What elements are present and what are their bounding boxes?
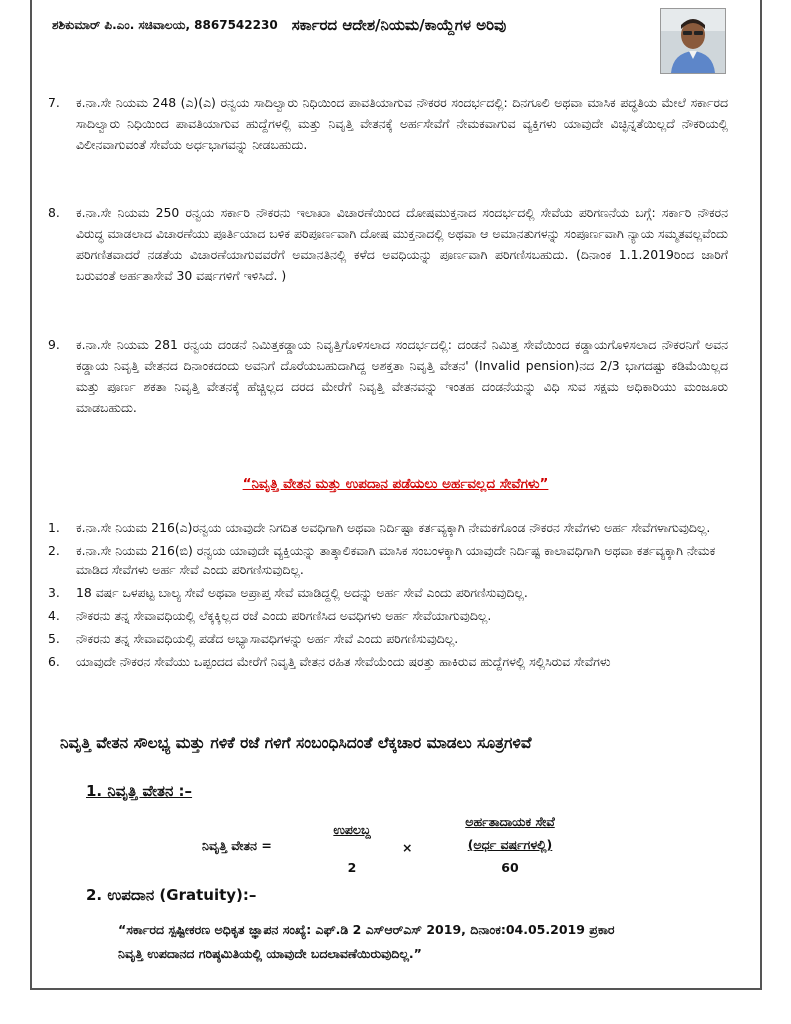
list-item-number: 3.: [48, 585, 60, 600]
pension-heading: [86, 782, 192, 800]
paragraph-number: 7.: [48, 95, 60, 110]
gratuity-heading-text: 2. ಉಪದಾನ (Gratuity):–: [86, 886, 257, 904]
multiply-sign: ×: [402, 840, 413, 855]
author-photo-image: [661, 9, 725, 73]
left-numerator: ಉಪಲಬ್ದ: [333, 822, 371, 837]
header-title: ಸರ್ಕಾರದ ಆದೇಶ/ನಿಯಮ/ಕಾಯ್ದೆಗಳ ಅರಿವು: [291, 16, 507, 34]
gratuity-quote-line-2: ನಿವೃತ್ತಿ ಉಪದಾನದ ಗರಿಷ್ಠಮಿತಿಯಲ್ಲಿ ಯಾವುದೇ ಬದಲಾವಣೆಯಿರುವುದಿಲ್ಲ.”: [118, 946, 422, 961]
list-item-text: ಕ.ನಾ.ಸೇ ನಿಯಮ 216(ಎ)ರನ್ವಯ ಯಾವುದೇ ನಿಗದಿತ ಅವಧಿಗಾಗಿ ಅಥವಾ ನಿರ್ದಿಷ್ಟಾ ಕರ್ತವ್ಯಕ್ಕಾಗಿ ನೇಮಕಗೊಂಡ ನೌಕರನ ಸೇವೆಗಳು ಅರ್ಹ ಸೇವೆಗಳಾಗುವುದಿಲ್ಲ.: [76, 520, 711, 535]
right-denominator-value: 60: [501, 860, 519, 875]
left-denominator: 2: [347, 860, 357, 875]
list-item: [48, 652, 728, 671]
list-item: [48, 583, 728, 602]
paragraph-text: ಕ.ನಾ.ಸೇ ನಿಯಮ 248 (ಎ)(ಎ) ರನ್ವಯ ಸಾದಿಲ್ವಾರು ನಿಧಿಯಿಂದ ಪಾವತಿಯಾಗುವ ನೌಕರರ ಸಂದರ್ಭದಲ್ಲಿ: ದಿನಗೂಲಿ ಅಥವಾ ಮಾಸಿಕ ಪದ್ಧತಿಯ ಮೇಲೆ ಸರ್ಕಾರದ ಸಾದಿಲ್ವಾರು ನಿಧಿಯಿಂದ ಪಾವತಿಯಾಗುವ ಹುದ್ದೆಗಳಲ್ಲಿ ಮತ್ತು ನಿವೃತ್ತಿ ವೇತನಕ್ಕೆ ಅರ್ಹಸೇವೆಗೆ ನೇಮಕವಾಗುವ ವ್ಯಕ್ತಿಗಳು ಯಾವುದೇ ವಿಚ್ಛಿನ್ನತೆಯಿಲ್ಲದೆ ನೌಕರಿಯಲ್ಲಿ ವಿಲೀನವಾಗುವಂತೆ ಸೇವೆಯ ಅರ್ಧಭಾಗವನ್ನು ನೀಡಬಹುದು.: [76, 95, 728, 152]
list-item-number: 4.: [48, 608, 60, 623]
gratuity-heading: [86, 886, 256, 904]
list-item-text: 18 ವರ್ಷ ಒಳಪಟ್ಟ ಬಾಲ್ಯ ಸೇವೆ ಅಥವಾ ಅಪ್ರಾಪ್ತ ಸೇವೆ ಮಾಡಿದ್ದಲ್ಲಿ ಅದನ್ನು ಅರ್ಹ ಸೇವೆ ಎಂದು ಪರಿಗಣಿಸುವುದಿಲ್ಲ.: [76, 585, 528, 600]
pension-label: ನಿವೃತ್ತಿ ವೇತನ =: [202, 838, 272, 853]
list-item-text: ಯಾವುದೇ ನೌಕರನ ಸೇವೆಯು ಒಪ್ಪಂದದ ಮೇರೆಗೆ ನಿವೃತ್ತಿ ವೇತನ ರಹಿತ ಸೇವೆಯೆಂದು ಷರತ್ತು ಹಾಕಿರುವ ಹುದ್ದೆಗಳಲ್ಲಿ ಸಲ್ಲಿಸಿರುವ ಸೇವೆಗಳು: [76, 654, 611, 669]
paragraph-number: 9.: [48, 337, 60, 352]
paragraph-8: [48, 202, 728, 286]
gratuity-quote: [118, 918, 718, 966]
right-denominator-unit: (ಅರ್ಧ ವರ್ಷಗಳಲ್ಲಿ): [467, 837, 553, 852]
list-item-text: ನೌಕರನು ತನ್ನ ಸೇವಾವಧಿಯಲ್ಲಿ ಲೆಕ್ಕಕ್ಕಿಲ್ಲದ ರಜೆ ಎಂದು ಪರಿಗಣಿಸಿದ ಅವಧಿಗಳು ಅರ್ಹ ಸೇವೆಯಾಗುವುದಿಲ್ಲ.: [76, 608, 492, 623]
pension-heading-text: 1. ನಿವೃತ್ತಿ ವೇತನ :–: [86, 782, 193, 800]
paragraph-7: [48, 92, 728, 155]
list-item-number: 2.: [48, 543, 60, 558]
list-item: [48, 541, 728, 579]
author-photo: [660, 8, 726, 74]
list-item-number: 5.: [48, 631, 60, 646]
ineligible-services-list: [48, 518, 728, 675]
paragraph-text: ಕ.ನಾ.ಸೇ ನಿಯಮ 281 ರನ್ವಯ ದಂಡನೆ ನಿಮಿತ್ತಕಡ್ಡಾಯ ನಿವೃತ್ತಿಗೊಳಿಸಲಾದ ಸಂದರ್ಭದಲ್ಲಿ: ದಂಡನೆ ನಿಮಿತ್ತ ಸೇವೆಯಿಂದ ಕಡ್ಡಾಯಗೊಳಿಸಲಾದ ನೌಕರನಿಗೆ ಅವನ ಕಡ್ಡಾಯ ನಿವೃತ್ತಿ ವೇತನದ ದಿನಾಂಕದಂದು ಅವನಿಗೆ ದೊರೆಯಬಹುದಾಗಿದ್ದ ಅಶಕ್ತತಾ ನಿವೃತ್ತಿ ವೇತನ' (Invalid pension)ನದ 2/3 ಭಾಗದಷ್ಟು ಕಡಿಮೆಯಿಲ್ಲದ ಮತ್ತು ಪೂರ್ಣ ಶಕತಾ ನಿವೃತ್ತಿ ವೇತನಕ್ಕೆ ಹೆಚ್ಚಿಲ್ಲದ ದರದ ಮೇರೆಗೆ ನಿವೃತ್ತಿ ವೇತನವನ್ನು ಇಂತಹ ದಂಡನೆಯನ್ನು ವಿಧಿ ಸುವ ಸಕ್ಷಮ ಅಧಿಕಾರಿಯು ಮಂಜೂರು ಮಾಡಬಹುದು.: [76, 337, 728, 415]
paragraph-9: [48, 334, 728, 418]
list-item-number: 6.: [48, 654, 60, 669]
list-item: [48, 518, 728, 537]
paragraph-number: 8.: [48, 205, 60, 220]
ineligible-services-heading: “ನಿವೃತ್ತಿ ವೇತನ ಮತ್ತು ಉಪದಾನ ಪಡೆಯಲು ಅರ್ಹವಲ್ಲದ ಸೇವೆಗಳು”: [242, 476, 549, 492]
page-header: [52, 10, 612, 40]
list-item: [48, 606, 728, 625]
list-item-number: 1.: [48, 520, 60, 535]
list-item-text: ನೌಕರನು ತನ್ನ ಸೇವಾವಧಿಯಲ್ಲಿ ಪಡೆದ ಅಭ್ಯಾಸಾವಧಿಗಳನ್ನು ಅರ್ಹ ಸೇವೆ ಎಂದು ಪರಿಗಣಿಸುವುದಿಲ್ಲ.: [76, 631, 459, 646]
list-item-text: ಕ.ನಾ.ಸೇ ನಿಯಮ 216(ಬಿ) ರನ್ವಯ ಯಾವುದೇ ವ್ಯಕ್ತಿಯನ್ನು ತಾತ್ಕಾಲಿಕವಾಗಿ ಮಾಸಿಕ ಸಂಬಂಳಕ್ಕಾಗಿ ಯಾವುದೇ ನಿರ್ದಿಷ್ಟ ಕಾಲಾವಧಿಗಾಗಿ ಅಥವಾ ಕರ್ತವ್ಯಕ್ಕಾಗಿ ನೇಮಕ ಮಾಡಿದ ಸೇವೆಗಳು ಅರ್ಹ ಸೇವೆ ಎಂದು ಪರಿಗಣಿಸುವುದಿಲ್ಲ.: [76, 543, 716, 577]
list-item: [48, 629, 728, 648]
paragraph-text: ಕ.ನಾ.ಸೇ ನಿಯಮ 250 ರನ್ವಯ ಸರ್ಕಾರಿ ನೌಕರನು ಇಲಾಖಾ ವಿಚಾರಣೆಯಿಂದ ದೋಷಮುಕ್ತನಾದ ಸಂದರ್ಭದಲ್ಲಿ ಸೇವೆಯ ಪರಿಗಣನೆಯ ಬಗ್ಗೆ: ಸರ್ಕಾರಿ ನೌಕರನ ವಿರುದ್ಧ ಮಾಡಲಾದ ವಿಚಾರಣೆಯು ಪೂರ್ತಿಯಾದ ಬಳಿಕ ಪರಿಪೂರ್ಣವಾಗಿ ದೋಷ ಮುಕ್ತನಾದಲ್ಲಿ ಅಥವಾ ಆ ಅಮಾನತುಗಳನ್ನು ಸಂಪೂರ್ಣವಾಗಿ ನ್ಯಾಯ ಸಮ್ಮತವಲ್ಲವೆಂದು ಪರಿಗಣಿತವಾದರೆ ನಡತೆಯ ವಿಚಾರಣೆಯಾಗುವವರೆಗೆ ಅಮಾನತಿನಲ್ಲಿ ಕಳೆದ ಅವಧಿಯನ್ನು ಪೂರ್ಣವಾಗಿ ಪರಿಗಣಿಸಬಹುದು. (ದಿನಾಂಕ 1.1.2019ರಿಂದ ಜಾರಿಗೆ ಬರುವಂತೆ ಅರ್ಹತಾಸೇವೆ 30 ವರ್ಷಗಳಿಗೆ ಇಳಿಸಿದೆ. ): [76, 205, 728, 283]
gratuity-quote-line-1: “ಸರ್ಕಾರದ ಸ್ಪಷ್ಟೀಕರಣ ಅಧಿಕೃತ ಜ್ಞಾಪನ ಸಂಖ್ಯೆ: ಎಫ್.ಡಿ 2 ಎಸ್‌ಆರ್‌ಎಸ್ 2019, ದಿನಾಂಕ:04.05.2019 ಪ್ರಕಾರ: [118, 922, 615, 937]
right-numerator: ಅರ್ಹತಾದಾಯಕ ಸೇವೆ: [465, 814, 555, 829]
author-line: ಶಶಿಕುಮಾರ್ ಪಿ.ಎಂ. ಸಚಿವಾಲಯ, 8867542230: [52, 17, 278, 32]
formula-section-title: ನಿವೃತ್ತಿ ವೇತನ ಸೌಲಭ್ಯ ಮತ್ತು ಗಳಿಕೆ ರಜೆ ಗಳಿಗೆ ಸಂಬಂಧಿಸಿದಂತೆ ಲೆಕ್ಕಚಾರ ಮಾಡಲು ಸೂತ್ರಗಳಿವೆ: [60, 734, 532, 752]
